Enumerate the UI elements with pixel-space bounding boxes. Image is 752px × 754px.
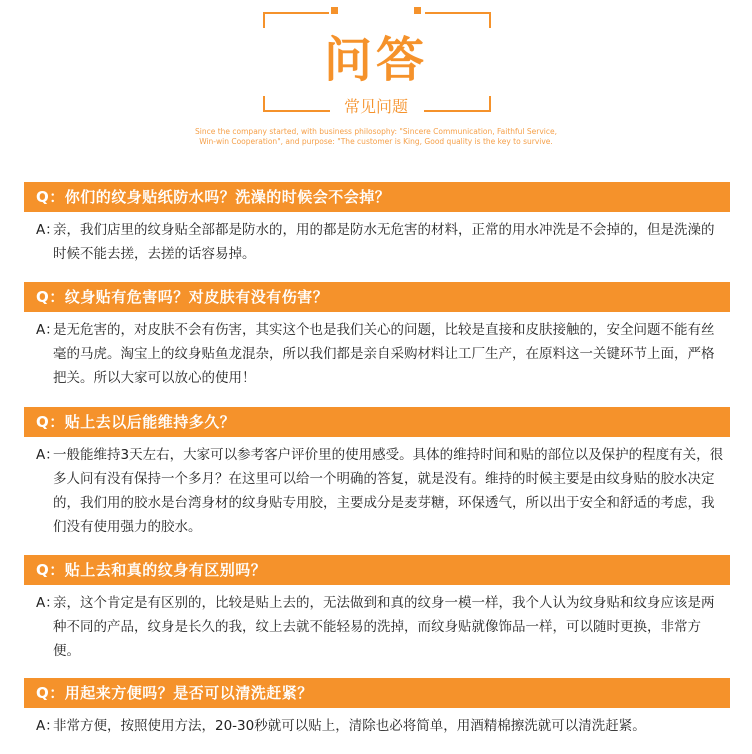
answer-prefix: A：: [36, 718, 59, 734]
answer-prefix: A：: [36, 322, 59, 338]
faq-question: Q：贴上去和真的纹身有区别吗？: [24, 555, 730, 585]
faq-answer: [24, 443, 730, 539]
page-subtitle: 常见问题: [343, 97, 408, 116]
faq-answer: [24, 714, 730, 738]
page-header: [0, 0, 752, 170]
answer-text: 亲，我们店里的纹身贴全部都是防水的，用的都是防水无危害的材料，正常的用水冲洗是不会掉的，但是洗澡的时候不能去搓，去搓的话容易掉。: [53, 222, 715, 262]
company-motto: Since the company started, with business philosophy: "Sincere Communication, Faithful Service, Win-win Cooperation", and purpose: "The customer is King, Good quality is the key to survive.: [195, 127, 557, 146]
faq-question: Q：纹身贴有危害吗？对皮肤有没有伤害？: [24, 282, 730, 312]
answer-prefix: A：: [36, 595, 59, 611]
decorative-square: [414, 7, 421, 14]
answer-text: 一般能维持3天左右，大家可以参考客户评价里的使用感受。具体的维持时间和贴的部位以及保护的程度有关，很多人问有没有保持一个多月？在这里可以给一个明确的答复，就是没有。维持的时候主要是由纹身贴的胶水决定的，我们用的胶水是台湾身材的纹身贴专用胶，主要成分是麦芽糖，环保透气，所以出于安全和舒适的考虑，我们没有使用强力的胶水。: [53, 447, 724, 535]
faq-item: [24, 555, 730, 663]
faq-question: Q：贴上去以后能维持多久？: [24, 407, 730, 437]
faq-question: Q：你们的纹身贴纸防水吗？洗澡的时候会不会掉？: [24, 182, 730, 212]
answer-text: 亲，这个肯定是有区别的，比较是贴上去的，无法做到和真的纹身一模一样，我个人认为纹身贴和纹身应该是两种不同的产品，纹身是长久的我，纹上去就不能轻易的洗掉，而纹身贴就像饰品一样，可以随时更换，非常方便。: [53, 595, 715, 659]
faq-item: [24, 678, 730, 738]
faq-item: [24, 407, 730, 539]
answer-prefix: A：: [36, 222, 59, 238]
faq-item: [24, 282, 730, 390]
decorative-frame-top-right: [425, 12, 491, 28]
answer-text: 是无危害的，对皮肤不会有伤害，其实这个也是我们关心的问题，比较是直接和皮肤接触的，安全问题不能有丝毫的马虎。淘宝上的纹身贴鱼龙混杂，所以我们都是亲自采购材料让工厂生产，在原料这一关键环节上面，严格把关。所以大家可以放心的使用！: [53, 322, 715, 386]
decorative-frame-top-left: [263, 12, 329, 28]
decorative-square: [331, 7, 338, 14]
page-title: 问答: [323, 32, 428, 88]
answer-text: 非常方便，按照使用方法，20-30秒就可以贴上，清除也必将简单，用酒精棉擦洗就可以清洗赶紧。: [53, 718, 646, 734]
answer-prefix: A：: [36, 447, 59, 463]
faq-answer: [24, 218, 730, 266]
faq-item: [24, 182, 730, 266]
faq-question: Q：用起来方便吗？是否可以清洗赶紧？: [24, 678, 730, 708]
faq-answer: [24, 318, 730, 390]
faq-answer: [24, 591, 730, 663]
